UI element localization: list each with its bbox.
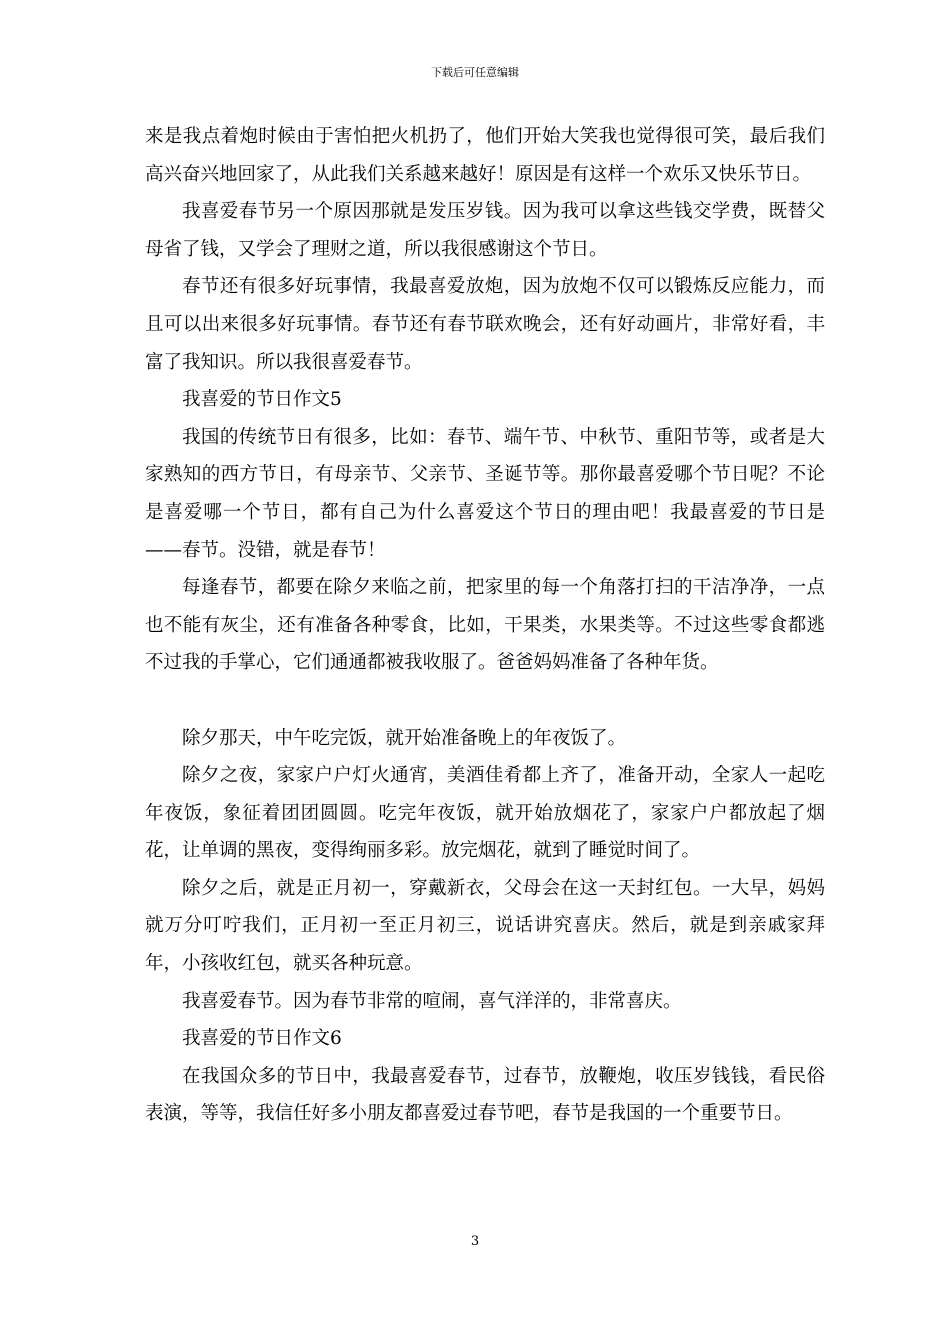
paragraph-traditional-festivals: 我国的传统节日有很多，比如：春节、端午节、中秋节、重阳节等，或者是大家熟知的西方节日，有母亲节、父亲节、圣诞节等。那你最喜爱哪个节日呢？不论是喜爱哪一个节日，都有自己为什么喜爱这个节日的理由吧！我最喜爱的节日是——春节。没错，就是春节！ [145, 426, 825, 561]
paragraph-new-years-eve-day: 除夕那天，中午吃完饭，就开始准备晚上的年夜饭了。 [182, 727, 627, 749]
paragraph-many-festivals: 在我国众多的节日中，我最喜爱春节，过春节，放鞭炮，收压岁钱钱，看民俗表演，等等，我信任好多小朋友都喜爱过春节吧，春节是我国的一个重要节日。 [145, 1065, 825, 1125]
essay-heading-6: 我喜爱的节日作文6 [182, 1028, 342, 1050]
paragraph-first-day: 除夕之后，就是正月初一，穿戴新衣，父母会在这一天封红包。一大早，妈妈就万分叮咛我们，正月初一至正月初三，说话讲究喜庆。然后，就是到亲戚家拜年，小孩收红包，就买各种玩意。 [145, 877, 825, 975]
essay-heading-5: 我喜爱的节日作文5 [182, 389, 342, 411]
document-body [145, 118, 825, 1133]
page-number: 3 [470, 1234, 480, 1249]
paragraph-red-envelope: 我喜爱春节另一个原因那就是发压岁钱。因为我可以拿这些钱交学费，既替父母省了钱，又学会了理财之道，所以我很感谢这个节日。 [145, 201, 825, 260]
page-header-note: 下载后可任意编辑 [431, 66, 519, 79]
paragraph-conclusion: 我喜爱春节。因为春节非常的喧闹，喜气洋洋的，非常喜庆。 [182, 990, 682, 1012]
paragraph-fun-things: 春节还有很多好玩事情，我最喜爱放炮，因为放炮不仅可以锻炼反应能力，而且可以出来很多好玩事情。春节还有春节联欢晚会，还有好动画片，非常好看，丰富了我知识。所以我很喜爱春节。 [145, 276, 825, 373]
paragraph-cleaning: 每逢春节，都要在除夕来临之前，把家里的每一个角落打扫的干洁净净，一点也不能有灰尘，还有准备各种零食，比如，干果类，水果类等。不过这些零食都逃不过我的手掌心，它们通通都被我收服了。爸爸妈妈准备了各种年货。 [145, 577, 825, 674]
paragraph-continuation: 来是我点着炮时候由于害怕把火机扔了，他们开始大笑我也觉得很可笑，最后我们高兴奋兴地回家了，从此我们关系越来越好！原因是有这样一个欢乐又快乐节日。 [145, 126, 825, 185]
blank-line [145, 682, 825, 720]
paragraph-new-years-eve-night: 除夕之夜，家家户户灯火通宵，美酒佳肴都上齐了，准备开动，全家人一起吃年夜饭，象征着团团圆圆。吃完年夜饭，就开始放烟花了，家家户户都放起了烟花，让单调的黑夜，变得绚丽多彩。放完烟花，就到了睡觉时间了。 [145, 765, 825, 862]
